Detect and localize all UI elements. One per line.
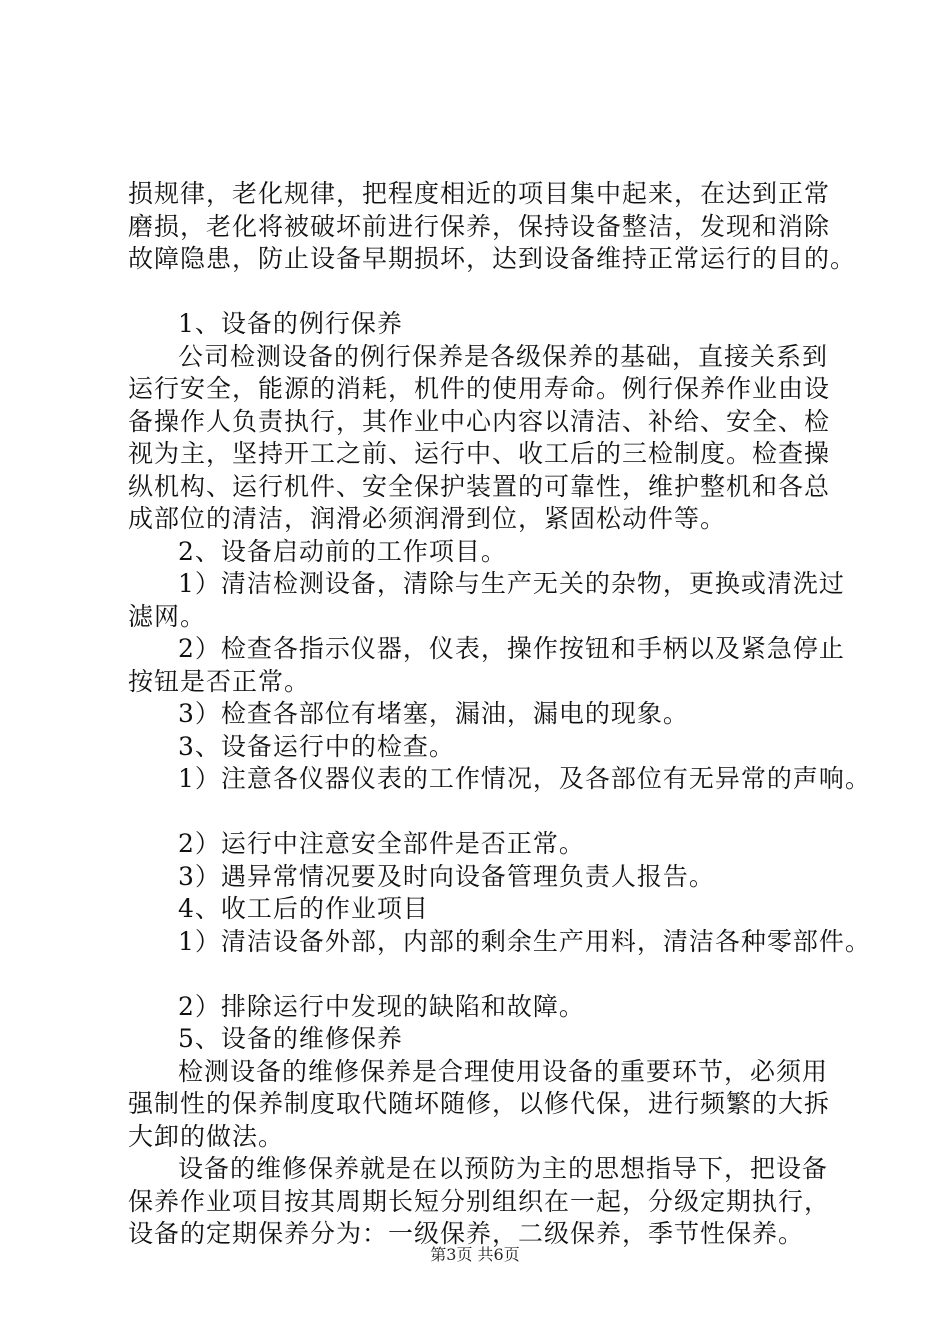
- text-line: 损规律，老化规律，把程度相近的项目集中起来，在达到正常: [128, 179, 831, 208]
- blank-line: [128, 276, 848, 309]
- text-line: 视为主，坚持开工之前、运行中、收工后的三检制度。检查操: [128, 439, 831, 468]
- text-line: 按钮是否正常。: [128, 666, 311, 696]
- text-line: 公司检测设备的例行保养是各级保养的基础，直接关系到: [178, 341, 829, 371]
- text-line: 设备的维修保养就是在以预防为主的思想指导下，把设备: [178, 1154, 829, 1183]
- text-line: 大卸的做法。: [128, 1121, 285, 1151]
- text-line: 3）检查各部位有堵塞，漏油，漏电的现象。: [178, 699, 689, 728]
- text-line: 运行安全，能源的消耗，机件的使用寿命。例行保养作业由设: [128, 374, 831, 403]
- text-line: 2）检查各指示仪器，仪表，操作按钮和手柄以及紧急停止: [178, 634, 845, 663]
- text-line: 1、设备的例行保养: [178, 309, 403, 338]
- text-line: 3）遇异常情况要及时向设备管理负责人报告。: [178, 861, 715, 891]
- text-line: 故障隐患，防止设备早期损坏，达到设备维持正常运行的目的。: [128, 244, 857, 273]
- text-line: 保养作业项目按其周期长短分别组织在一起，分级定期执行，: [128, 1186, 831, 1216]
- text-line: 2）运行中注意安全部件是否正常。: [178, 829, 585, 858]
- text-line: 1）注意各仪器仪表的工作情况，及各部位有无异常的声响。: [178, 764, 871, 793]
- text-line: 2）排除运行中发现的缺陷和故障。: [178, 991, 585, 1021]
- text-line: 4、收工后的作业项目: [178, 894, 429, 923]
- text-line: 1）清洁检测设备，清除与生产无关的杂物，更换或清洗过: [178, 569, 845, 598]
- text-line: 5、设备的维修保养: [178, 1024, 403, 1053]
- text-line: 滤网。: [128, 601, 207, 631]
- text-line: 成部位的清洁，润滑必须润滑到位，紧固松动件等。: [128, 504, 727, 533]
- text-line: 磨损，老化将被破坏前进行保养，保持设备整洁，发现和消除: [128, 211, 831, 241]
- blank-line: [128, 958, 848, 991]
- text-line: 备操作人负责执行，其作业中心内容以清洁、补给、安全、检: [128, 406, 831, 436]
- text-line: 3、设备运行中的检查。: [178, 731, 455, 761]
- text-line: 强制性的保养制度取代随坏随修，以修代保，进行频繁的大拆: [128, 1089, 831, 1118]
- body-text: [128, 178, 871, 1251]
- text-line: 检测设备的维修保养是合理使用设备的重要环节，必须用: [178, 1056, 829, 1086]
- text-line: 设备的定期保养分为：一级保养，二级保养，季节性保养。: [128, 1219, 805, 1248]
- text-line: 纵机构、运行机件、安全保护装置的可靠性，维护整机和各总: [128, 471, 831, 501]
- text-line: 2、设备启动前的工作项目。: [178, 536, 507, 566]
- blank-line: [128, 796, 848, 829]
- page-footer: 第3页 共6页: [430, 1245, 520, 1264]
- text-line: 1）清洁设备外部，内部的剩余生产用料，清洁各种零部件。: [178, 926, 871, 956]
